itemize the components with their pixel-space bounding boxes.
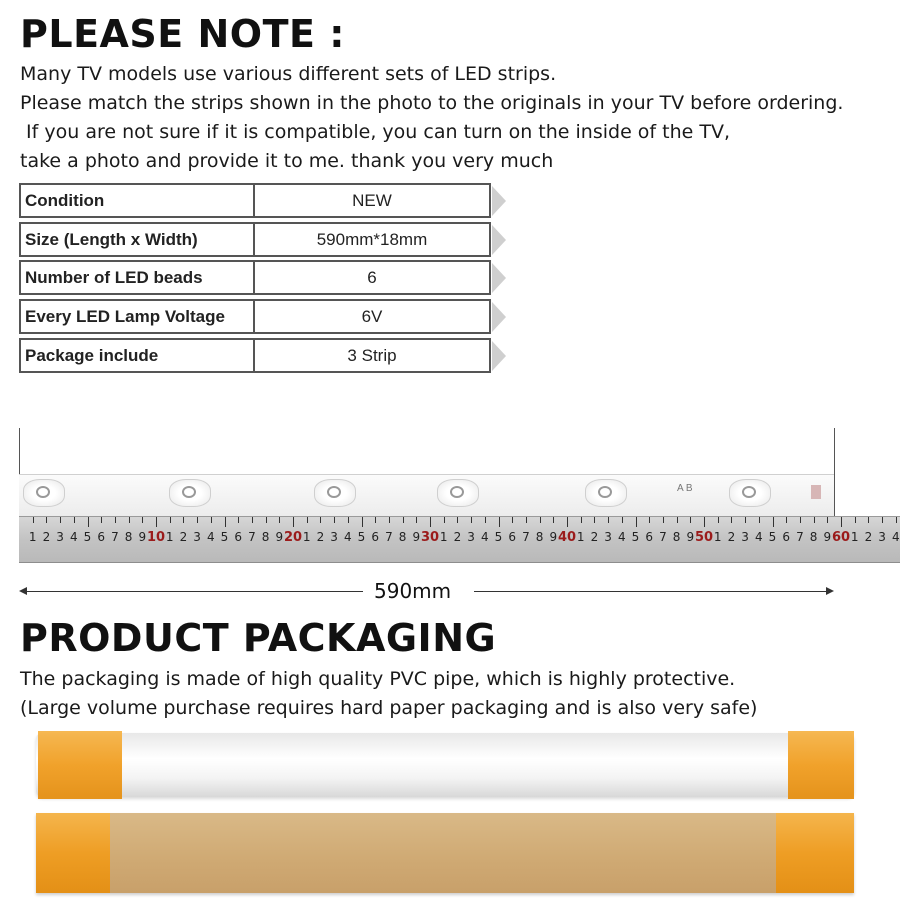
tape-left [36, 813, 110, 893]
spec-value: 6 [367, 268, 377, 288]
led-bead-icon [314, 479, 356, 507]
ruler-major-label: 30 [420, 530, 440, 545]
ruler-tick [882, 517, 883, 523]
ruler-tick [60, 517, 61, 523]
ruler-label: 3 [56, 530, 64, 544]
ruler-tick [279, 517, 280, 523]
ruler-tick [827, 517, 828, 523]
cardboard-box-image [36, 813, 854, 893]
ruler-tick [170, 517, 171, 523]
ruler-label: 8 [124, 530, 133, 544]
ruler-label: 2 [727, 530, 736, 544]
ruler-label: 2 [453, 530, 462, 544]
ruler-tick [211, 517, 212, 523]
ruler-tick [225, 517, 226, 527]
ruler-label: 4 [69, 530, 78, 544]
ruler-tick [101, 517, 102, 523]
ruler [19, 516, 900, 563]
led-bead-icon [437, 479, 479, 507]
ruler-label: 2 [42, 530, 51, 544]
row-arrow-icon [492, 225, 506, 255]
ruler-label: 8 [261, 530, 270, 544]
ruler-label: 6 [645, 530, 654, 544]
ruler-tick [540, 517, 541, 523]
led-bead-icon [585, 479, 627, 507]
ruler-major-label: 10 [146, 530, 166, 545]
ruler-label: 4 [754, 530, 763, 544]
row-arrow-icon [492, 302, 506, 332]
ruler-label: 7 [659, 530, 667, 544]
ruler-tick [567, 517, 568, 527]
ruler-tick [457, 517, 458, 523]
ruler-tick [814, 517, 815, 523]
ruler-tick [46, 517, 47, 523]
pvc-tube-image [36, 733, 854, 797]
ruler-label: 1 [576, 530, 585, 544]
led-strip-photo [19, 428, 900, 593]
packaging-text [20, 665, 757, 723]
ruler-tick [553, 517, 554, 523]
ruler-label: 1 [302, 530, 311, 544]
spec-table [19, 183, 491, 376]
ruler-label: 6 [371, 530, 380, 544]
ruler-label: 9 [275, 530, 284, 544]
ruler-tick [718, 517, 719, 523]
ruler-label: 3 [467, 530, 475, 544]
row-arrow-icon [492, 341, 506, 371]
ruler-label: 2 [316, 530, 325, 544]
ruler-label: 5 [768, 530, 777, 544]
ruler-tick [512, 517, 513, 523]
ruler-label: 4 [343, 530, 352, 544]
spec-label: Every LED Lamp Voltage [21, 301, 255, 332]
ruler-tick [745, 517, 746, 523]
ruler-label: 6 [234, 530, 243, 544]
row-arrow-icon [492, 186, 506, 216]
ruler-tick [690, 517, 691, 523]
spec-row-size [19, 222, 491, 257]
ruler-major-label: 60 [831, 530, 851, 545]
spec-label: Package include [21, 340, 255, 371]
ruler-label: 4 [206, 530, 215, 544]
ruler-tick [375, 517, 376, 523]
ruler-tick [307, 517, 308, 523]
ruler-tick [416, 517, 417, 523]
ruler-tick [622, 517, 623, 523]
note-line: Please match the strips shown in the photo to the originals in your TV before ordering. [20, 92, 844, 114]
ruler-tick [855, 517, 856, 523]
ruler-tick [444, 517, 445, 523]
ruler-label: 6 [782, 530, 791, 544]
ruler-tick [485, 517, 486, 523]
ruler-tick [649, 517, 650, 523]
ruler-label: 7 [111, 530, 119, 544]
ruler-label: 8 [398, 530, 407, 544]
spec-value: NEW [352, 191, 392, 210]
led-strip [19, 474, 834, 518]
ruler-label: 3 [741, 530, 749, 544]
ruler-tick [142, 517, 143, 523]
led-bead-icon [729, 479, 771, 507]
ruler-tick [430, 517, 431, 527]
ruler-tick [868, 517, 869, 523]
spec-label: Size (Length x Width) [21, 224, 255, 255]
ruler-label: 3 [330, 530, 338, 544]
ruler-label: 8 [535, 530, 544, 544]
spec-row-voltage [19, 299, 491, 334]
ruler-tick [608, 517, 609, 523]
ruler-tick [773, 517, 774, 527]
spec-label: Number of LED beads [21, 262, 255, 293]
tape-right [788, 731, 854, 799]
dimension-line [23, 591, 363, 592]
ruler-tick [183, 517, 184, 523]
ruler-label: 5 [357, 530, 366, 544]
ruler-tick [896, 517, 897, 523]
ruler-tick [252, 517, 253, 523]
spec-value: 3 Strip [347, 345, 397, 365]
ruler-tick [663, 517, 664, 523]
ruler-label: 6 [97, 530, 106, 544]
spec-row-package [19, 338, 491, 373]
ruler-label: 7 [522, 530, 530, 544]
spec-row-led-beads [19, 260, 491, 295]
strip-marking: A B [677, 483, 693, 494]
ruler-label: 2 [864, 530, 873, 544]
ruler-tick [526, 517, 527, 523]
ruler-label: 6 [508, 530, 517, 544]
arrow-right-icon [826, 587, 834, 595]
ruler-label: 1 [713, 530, 722, 544]
ruler-major-label: 50 [694, 530, 714, 545]
note-line: If you are not sure if it is compatible, you can turn on the inside of the TV, [20, 121, 731, 143]
ruler-label: 5 [83, 530, 92, 544]
ruler-label: 9 [823, 530, 832, 544]
tape-left [38, 731, 122, 799]
ruler-tick [293, 517, 294, 527]
ruler-label: 1 [28, 530, 37, 544]
led-bead-icon [23, 479, 65, 507]
ruler-tick [403, 517, 404, 523]
ruler-tick [499, 517, 500, 527]
note-line: take a photo and provide it to me. thank you very much [20, 150, 554, 172]
ruler-tick [197, 517, 198, 523]
dimension-line [474, 591, 830, 592]
spec-value: 590mm*18mm [316, 229, 428, 249]
ruler-label: 5 [220, 530, 229, 544]
tape-right [776, 813, 854, 893]
ruler-tick [731, 517, 732, 523]
packaging-line: (Large volume purchase requires hard paper packaging and is also very safe) [20, 697, 758, 719]
ruler-tick [334, 517, 335, 523]
ruler-label: 9 [138, 530, 147, 544]
ruler-label: 8 [672, 530, 681, 544]
ruler-label: 9 [686, 530, 695, 544]
ruler-tick [348, 517, 349, 523]
ruler-label: 5 [494, 530, 503, 544]
ruler-tick [266, 517, 267, 523]
ruler-tick [129, 517, 130, 523]
ruler-label: 7 [385, 530, 393, 544]
ruler-tick [759, 517, 760, 523]
row-arrow-icon [492, 263, 506, 293]
spec-row-condition [19, 183, 491, 218]
ruler-tick [389, 517, 390, 523]
ruler-tick [320, 517, 321, 523]
ruler-label: 9 [412, 530, 421, 544]
ruler-label: 1 [850, 530, 859, 544]
ruler-label: 7 [796, 530, 804, 544]
ruler-tick [33, 517, 34, 523]
ruler-tick [800, 517, 801, 523]
spec-label: Condition [21, 185, 255, 216]
spec-value: 6V [361, 307, 383, 327]
ruler-label: 7 [248, 530, 256, 544]
ruler-label: 2 [590, 530, 599, 544]
ruler-tick [74, 517, 75, 523]
ruler-tick [88, 517, 89, 527]
note-heading: PLEASE NOTE : [20, 12, 345, 56]
ruler-tick [594, 517, 595, 523]
ruler-tick [115, 517, 116, 523]
ruler-tick [636, 517, 637, 527]
ruler-tick [704, 517, 705, 527]
ruler-major-label: 20 [283, 530, 303, 545]
ruler-tick [786, 517, 787, 523]
ruler-label: 3 [604, 530, 612, 544]
ruler-label: 9 [549, 530, 558, 544]
ruler-label: 3 [878, 530, 886, 544]
ruler-label: 5 [631, 530, 640, 544]
note-text [20, 60, 843, 176]
strip-connector [811, 485, 821, 499]
note-line: Many TV models use various different sets of LED strips. [20, 63, 557, 85]
packaging-line: The packaging is made of high quality PVC pipe, which is highly protective. [20, 668, 736, 690]
ruler-label: 3 [193, 530, 201, 544]
ruler-label: 1 [439, 530, 448, 544]
ruler-tick [677, 517, 678, 523]
ruler-label: 8 [809, 530, 818, 544]
dimension-label: 590mm [374, 579, 452, 603]
ruler-major-label: 40 [557, 530, 577, 545]
ruler-label: 4 [617, 530, 626, 544]
ruler-label: 2 [179, 530, 188, 544]
ruler-tick [238, 517, 239, 523]
ruler-tick [471, 517, 472, 523]
ruler-label: 4 [891, 530, 900, 544]
ruler-tick [362, 517, 363, 527]
ruler-tick [156, 517, 157, 527]
ruler-tick [841, 517, 842, 527]
ruler-label: 4 [480, 530, 489, 544]
packaging-heading: PRODUCT PACKAGING [20, 616, 497, 660]
dimension-indicator [19, 580, 834, 602]
ruler-label: 1 [165, 530, 174, 544]
led-bead-icon [169, 479, 211, 507]
ruler-tick [581, 517, 582, 523]
